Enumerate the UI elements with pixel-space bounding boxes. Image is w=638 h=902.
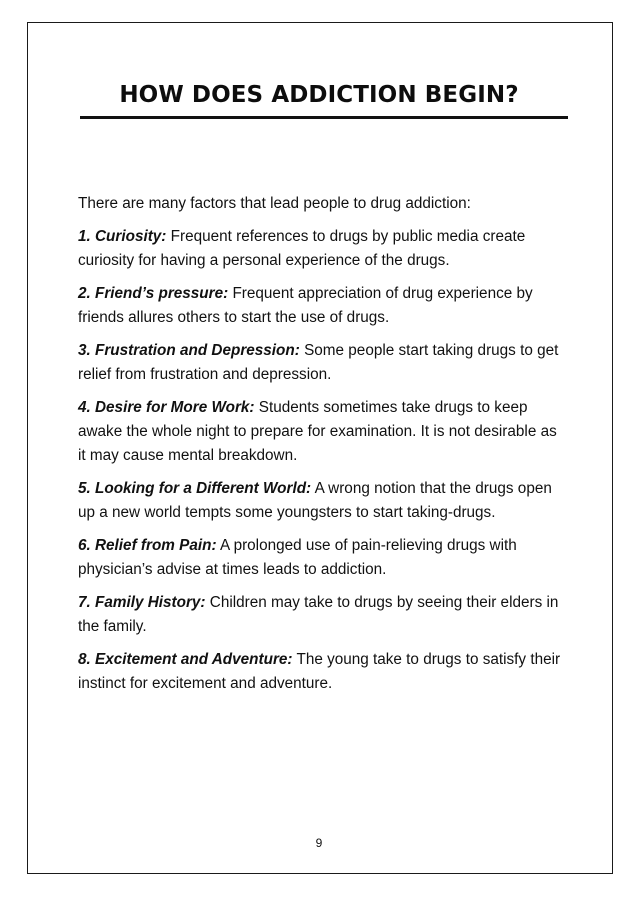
factor-text: Children may take to drugs by seeing their elders in the family. [78,594,559,635]
intro-paragraph: There are many factors that lead people to drug addiction: [78,195,471,212]
factor-paragraph [78,282,564,330]
factor-title: 8. Excitement and Adventure: [78,651,293,668]
factor-paragraph [78,477,564,525]
factor-title: 3. Frustration and Depression: [78,342,300,359]
page-number: 9 [315,836,323,850]
factor-paragraph [78,534,564,582]
factor-paragraph [78,591,564,639]
factor-text: Frequent references to drugs by public media create curiosity for having a personal experience of the drugs. [78,228,526,269]
factor-paragraph [78,396,564,468]
factor-paragraph [78,648,564,696]
factor-paragraph [78,339,564,387]
page-heading: HOW DOES ADDICTION BEGIN? [119,82,519,108]
factor-paragraph [78,225,564,273]
factor-title: 6. Relief from Pain: [78,537,217,554]
factor-title: 7. Family History: [78,594,206,611]
heading-underline [80,116,568,119]
factor-title: 5. Looking for a Different World: [78,480,312,497]
factor-title: 2. Friend’s pressure: [78,285,229,302]
factor-text: A wrong notion that the drugs open up a new world tempts some youngsters to start taking-drugs. [78,480,552,521]
factor-text: Students sometimes take drugs to keep awake the whole night to prepare for examination. It is not desirable as it may cause mental breakdown. [78,399,557,464]
factor-text: The young take to drugs to satisfy their instinct for excitement and adventure. [78,651,561,692]
body-text [78,192,564,705]
factor-text: Frequent appreciation of drug experience by friends allures others to start the use of drugs. [78,285,533,326]
factor-text: A prolonged use of pain-relieving drugs with physician’s advise at times leads to addiction. [78,537,517,578]
factor-text: Some people start taking drugs to get relief from frustration and depression. [78,342,559,383]
factor-title: 4. Desire for More Work: [78,399,255,416]
factor-title: 1. Curiosity: [78,228,167,245]
